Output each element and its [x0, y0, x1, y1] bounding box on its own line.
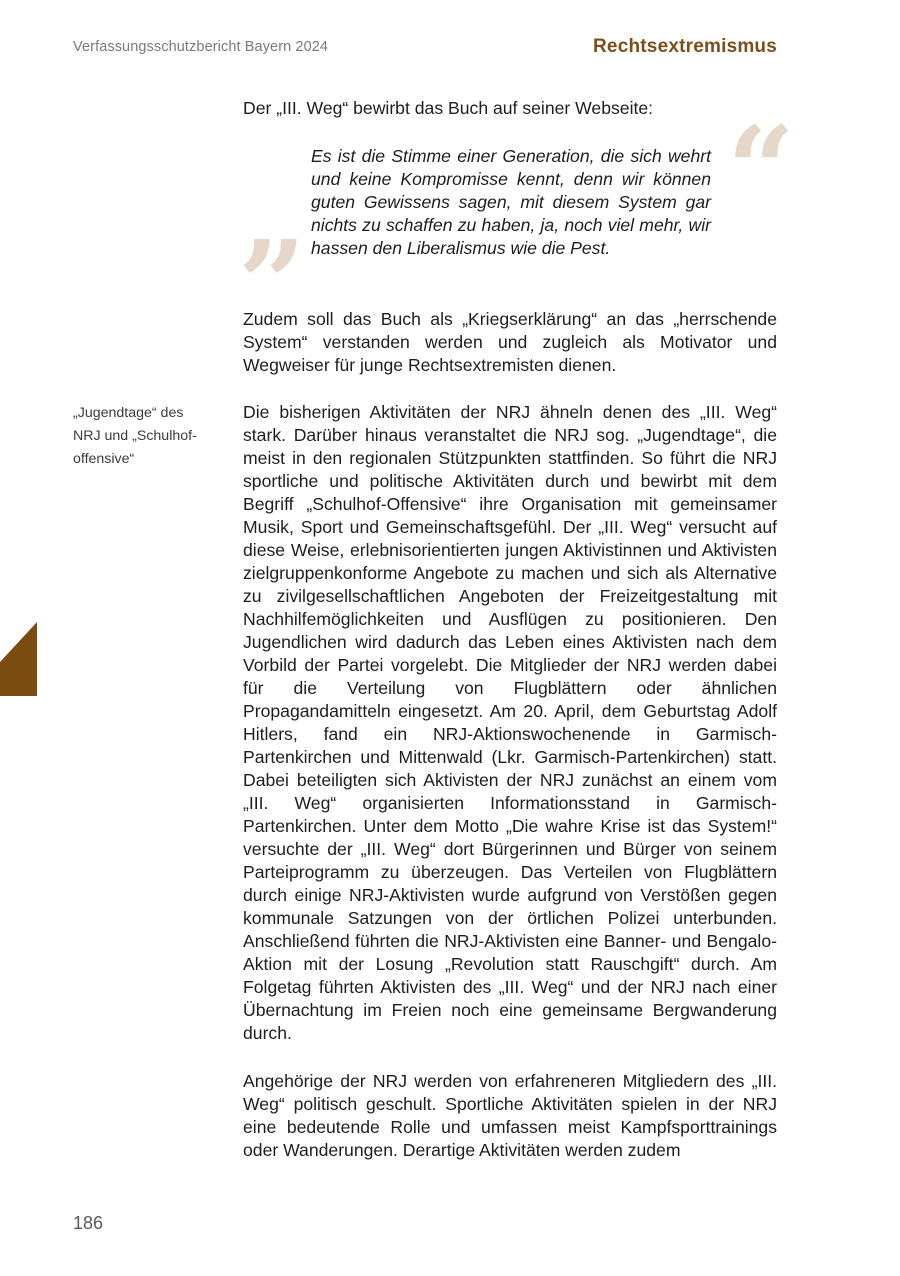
page-number: 186 — [73, 1213, 104, 1233]
document-title: Verfassungsschutzbericht Bayern 2024 — [73, 39, 329, 55]
paragraph-1: Zudem soll das Buch als „Kriegserklärung“ an das „herrschende System“ verstanden werden und zugleich als Motivator und Wegweiser für junge Rechtsextremisten dienen. — [243, 309, 777, 375]
chapter-side-tab — [0, 622, 37, 696]
section-title: Rechtsextremismus — [593, 36, 777, 57]
paragraph-3: Angehörige der NRJ werden von erfahreneren Mitgliedern des „III. Weg“ politisch geschult. Sportliche Aktivitäten spielen in der NRJ eine bedeutende Rolle und umfassen meist Kampfsporttrainings oder Wanderungen. Derartige Aktivitäten werden zudem — [243, 1071, 777, 1160]
opening-quote-mark-icon: “ — [727, 100, 795, 239]
block-quote: Es ist die Stimme einer Generation, die sich wehrt und keine Kompromisse kennt, denn wir können guten Gewissens sagen, mit diesem System gar nichts zu schaffen zu haben, ja, noch viel mehr, wir hassen den Liberalismus wie die Pest. — [311, 146, 711, 258]
quote-intro: Der „III. Weg“ bewirbt das Buch auf seiner Webseite: — [243, 98, 654, 118]
closing-quote-mark-icon: ” — [238, 214, 306, 353]
paragraph-2: Die bisherigen Aktivitäten der NRJ ähneln denen des „III. Weg“ stark. Darüber hinaus veranstaltet die NRJ sog. „Jugendtage“, die meist in den regionalen Stützpunkten stattfinden. So führt die NRJ sportliche und politische Aktivitäten durch und bewirbt mit dem Begriff „Schulhof-Offensive“ ihre Organisation mit gemeinsamer Musik, Sport und Gemeinschaftsgefühl. Der „III. Weg“ versucht auf diese Weise, erlebnisorientierten jungen Aktivistinnen und Aktivisten zielgruppenkonforme Angebote zu machen und sich als Alternative zu zivilgesellschaftlichen Angeboten der Freizeitgestaltung mit Nachhilfemöglichkeiten und Ausflügen zu positionieren. Den Jugendlichen wird dadurch das Leben eines Aktivisten nach dem Vorbild der Partei vorgelebt. Die Mitglieder der NRJ werden dabei für die Verteilung von Flugblättern oder ähnlichen Propagandamitteln eingesetzt. Am 20. April, dem Geburtstag Adolf Hitlers, fand ein NRJ-Aktionswochenende in Garmisch-Partenkirchen und Mittenwald (Lkr. Garmisch-Partenkirchen) statt. Dabei beteiligten sich Aktivisten der NRJ zunächst an einem vom „III. Weg“ organisierten Informationsstand in Garmisch-Partenkirchen. Unter dem Motto „Die wahre Krise ist das System!“ versuchte der „III. Weg“ dort Bürgerinnen und Bürger von seinem Parteiprogramm zu überzeugen. Das Verteilen von Flugblättern durch einige NRJ-Aktivisten wurde aufgrund von Verstößen gegen kommunale Satzungen von der örtlichen Polizei unterbunden. Anschließend führten die NRJ-Aktivisten eine Banner- und Bengalo-Aktion mit der Losung „Revolution statt Rauschgift“ durch. Am Folgetag führten Aktivisten des „III. Weg“ und der NRJ nach einer Übernachtung im Freien noch eine gemeinsame Bergwanderung durch. — [243, 402, 777, 1043]
margin-note: „Jugendtage“ des NRJ und „Schulhofoffensive“ — [73, 405, 197, 467]
